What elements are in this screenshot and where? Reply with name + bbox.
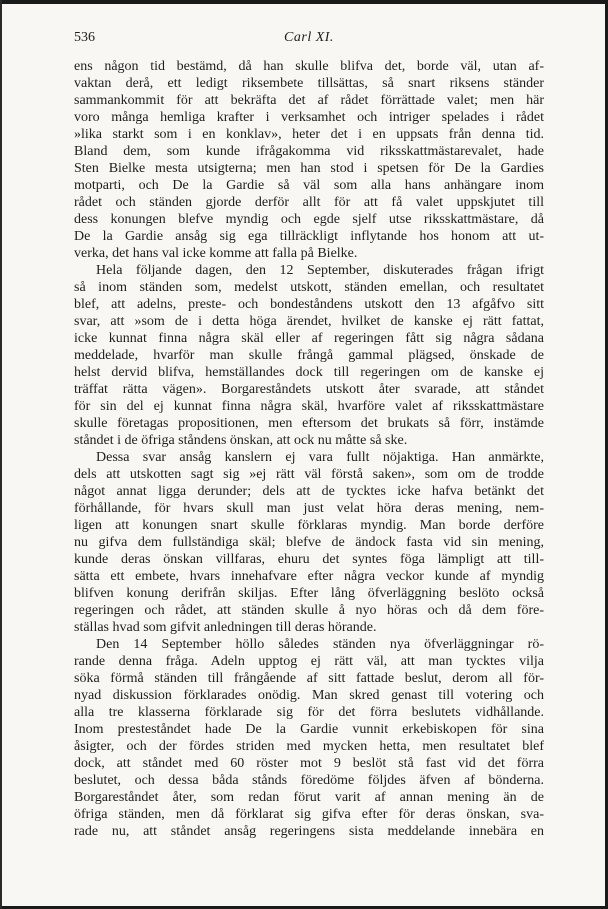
text-line: Sten Bielke mesta utsigterna; men han stod i spetsen för De la Gardies bbox=[74, 161, 544, 176]
text-line: De la Gardie ansåg sig ega tillräckligt inflytande hos honom att ut- bbox=[74, 229, 544, 244]
text-line: Inom presteståndet hade De la Gardie vunnit erkebiskopen för sina bbox=[74, 722, 544, 737]
text-line: beslutet, och dessa båda stånds föredöme följdes äfven af bönderna. bbox=[74, 773, 544, 788]
paragraph-first-line: Dessa svar ansåg kanslern ej vara fullt nöjaktiga. Han anmärkte, bbox=[96, 450, 544, 465]
text-line: nyad diskussion förklarades onödig. Man skred genast till votering och bbox=[74, 688, 544, 703]
paragraph-first-line: Den 14 September höllo således ständen nya öfverläggningar rö- bbox=[96, 637, 544, 652]
text-line: motparti, och De la Gardie så väl som alla hans anhängare inom bbox=[74, 178, 544, 193]
page-number: 536 bbox=[74, 30, 95, 45]
text-line: dess konungen blefve myndig och egde sjelf utse riksskattmästare, då bbox=[74, 212, 544, 227]
text-line: rådet och ständen gjorde derför allt för att få valet uppskjutet till bbox=[74, 195, 544, 210]
page-border-left bbox=[0, 0, 2, 909]
text-line: sätta ett embete, hvars innehafvare efter några veckor kunde af myndig bbox=[74, 569, 544, 584]
text-line: ligen att konungen snart skulle förklaras myndig. Man borde derföre bbox=[74, 518, 544, 533]
text-line: söka förmå ständen till frångående af sitt fattade beslut, derom all för- bbox=[74, 671, 544, 686]
text-line: ställas hvad som gifvit anledningen till deras hörande. bbox=[74, 620, 377, 635]
text-line: voro många hemliga krafter i verksamhet och intriger spelades i rådet bbox=[74, 110, 544, 125]
text-line: blef, att adelns, preste- och bondeståndens utskott den 13 afgåfvo sitt bbox=[74, 297, 544, 312]
text-line: träffat rätta vägen». Borgareståndets utskott åter svarade, att ståndet bbox=[74, 382, 544, 397]
text-line: icke kunnat finna några skäl eller af regeringen fått sig några sådana bbox=[74, 331, 544, 346]
text-line: för sin del ej kunnat finna några skäl, hvarföre valet af riksskattmästare bbox=[74, 399, 544, 414]
page-border-top bbox=[0, 0, 608, 4]
text-line: alla tre klasserna förklarade sig för det förra beslutets vidhållande. bbox=[74, 705, 544, 720]
text-line: nu gifva dem fullständiga skäl; blefve de ändock fasta vid sin mening, bbox=[74, 535, 544, 550]
text-line: öfriga ständen, men då förklarat sig gifva efter för deras önskan, sva- bbox=[74, 807, 544, 822]
text-line: regeringen och rådet, att ständen skulle å nyo höras och då dem före- bbox=[74, 603, 544, 618]
body-text bbox=[74, 58, 544, 840]
text-line: dock, att ståndet med 60 röster mot 9 beslöt stå fast vid det förra bbox=[74, 756, 544, 771]
text-line: vaktan derå, ett ledigt riksembete tillsättas, så snart riksens ständer bbox=[74, 76, 544, 91]
text-line: skulle företagas propositionen, men eftersom det brukats så förr, instämde bbox=[74, 416, 544, 431]
text-line: blifven konung derifrån skiljas. Efter lång öfverläggning beslöto också bbox=[74, 586, 544, 601]
text-line: något annat ligga derunder; dels att de tycktes icke hafva betänkt det bbox=[74, 484, 544, 499]
text-line: ståndet i de öfriga ståndens önskan, att ock nu måtte så ske. bbox=[74, 433, 408, 448]
text-line: Borgareståndet åter, som redan förut varit af annan mening än de bbox=[74, 790, 544, 805]
text-line: sammankommit för att bekräfta det af rådet förrättade valet; men här bbox=[74, 93, 544, 108]
text-line: ens någon tid bestämd, då han skulle blifva det, borde väl, utan af- bbox=[74, 59, 544, 74]
running-title: Carl XI. bbox=[284, 30, 334, 45]
text-line: dels att utskotten sagt sig »ej rätt väl förstå saken», som om de trodde bbox=[74, 467, 544, 482]
paragraph-first-line: Hela följande dagen, den 12 September, diskuterades frågan ifrigt bbox=[96, 263, 544, 278]
text-line: svar, att »som de i detta höga ärendet, hvilket de kanske ej rätt fattat, bbox=[74, 314, 544, 329]
text-line: verka, det hans val icke komme att falla på Bielke. bbox=[74, 246, 358, 261]
text-line: rade nu, att ståndet ansåg regeringens sista meddelande innebära en bbox=[74, 824, 544, 839]
text-line: Bland dem, som kunde ifrågakomma vid riksskattmästarevalet, hade bbox=[74, 144, 544, 159]
text-line: meddelade, hvarför man skulle frångå gammal plägsed, önskade de bbox=[74, 348, 544, 363]
text-line: rande denna fråga. Adeln upptog ej rätt väl, att man tycktes vilja bbox=[74, 654, 544, 669]
text-line: så inom ständen som, medelst utskott, ständen emellan, och resultatet bbox=[74, 280, 544, 295]
text-line: förhållande, för hvars skull man just velat höra deras mening, nem- bbox=[74, 501, 544, 516]
page-header bbox=[74, 30, 544, 50]
text-line: »lika starkt som i en konklav», heter det i en uppsats från denna tid. bbox=[74, 127, 544, 142]
text-line: helst dervid blifva, hemställandes dock till regeringen om de kanske ej bbox=[74, 365, 544, 380]
text-line: åsigter, och der fördes striden med mycken hetta, men resultatet blef bbox=[74, 739, 544, 754]
text-line: kunde deras önskan villfaras, ehuru det syntes föga lämpligt att till- bbox=[74, 552, 544, 567]
